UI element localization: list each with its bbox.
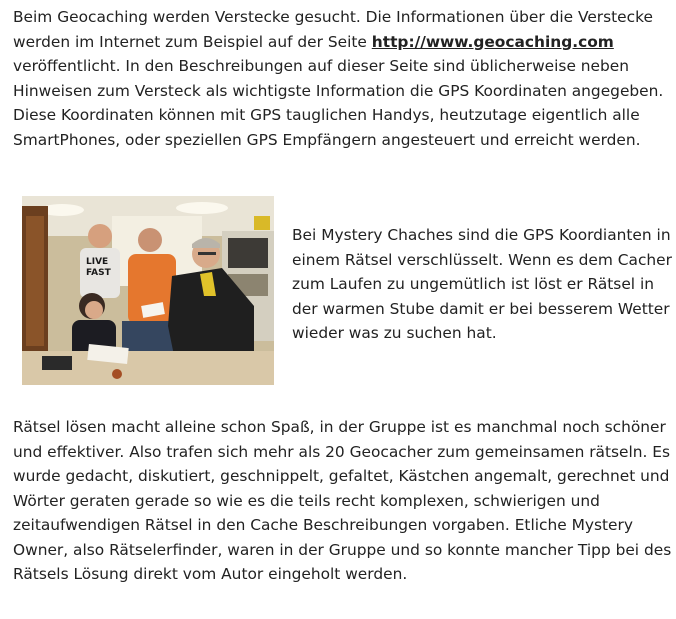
shirt-text-fast: FAST bbox=[86, 268, 111, 278]
geocaching-link[interactable]: http://www.geocaching.com bbox=[371, 32, 614, 51]
group-paragraph: Rätsel lösen macht alleine schon Spaß, in der Gruppe ist es manchmal noch schöner und effektiver. Also trafen sich mehr als 20 Geocacher zum gemeinsamen rätseln. Es wurde gedacht, diskutiert, geschnippelt, gefaltet, Kästchen angemalt, gerechnet und Wörter geraten gerade so wie es die teils recht komplexen, schwierigen und zeitaufwendigen Rätsel in den Cache Beschreibungen vorgaben. Etliche Mystery Owner, also Rätselerfinder, waren in der Gruppe und so konnte mancher Tipp bei des Rätsels Lösung direkt vom Autor eingeholt werden. bbox=[13, 418, 672, 583]
geocachers-photo bbox=[22, 196, 274, 385]
mystery-paragraph: Bei Mystery Chaches sind die GPS Koordianten in einem Rätsel verschlüsselt. Wenn es dem Cacher zum Laufen zu ungemütlich ist löst er Rätsel in der warmen Stube damit er bei besserem Wetter wieder was zu suchen hat. bbox=[292, 226, 672, 342]
intro-text-end: veröffentlicht. In den Beschreibungen auf dieser Seite sind üblicherweise neben Hinweisen zum Versteck als wichtigste Information die GPS Koordinaten angegeben. Diese Koordinaten können mit GPS tauglichen Handys, heutzutage eigentlich alle SmartPhones, oder speziellen GPS Empfängern angesteuert und erreicht werden. bbox=[13, 57, 664, 149]
intro-paragraph bbox=[13, 5, 673, 152]
shirt-text-live: LIVE bbox=[86, 257, 109, 267]
intro-text-start: Beim Geocaching werden Verstecke gesucht. Die Informationen über die Verstecke werden im Internet zum Beispiel auf der Seite bbox=[13, 8, 653, 51]
